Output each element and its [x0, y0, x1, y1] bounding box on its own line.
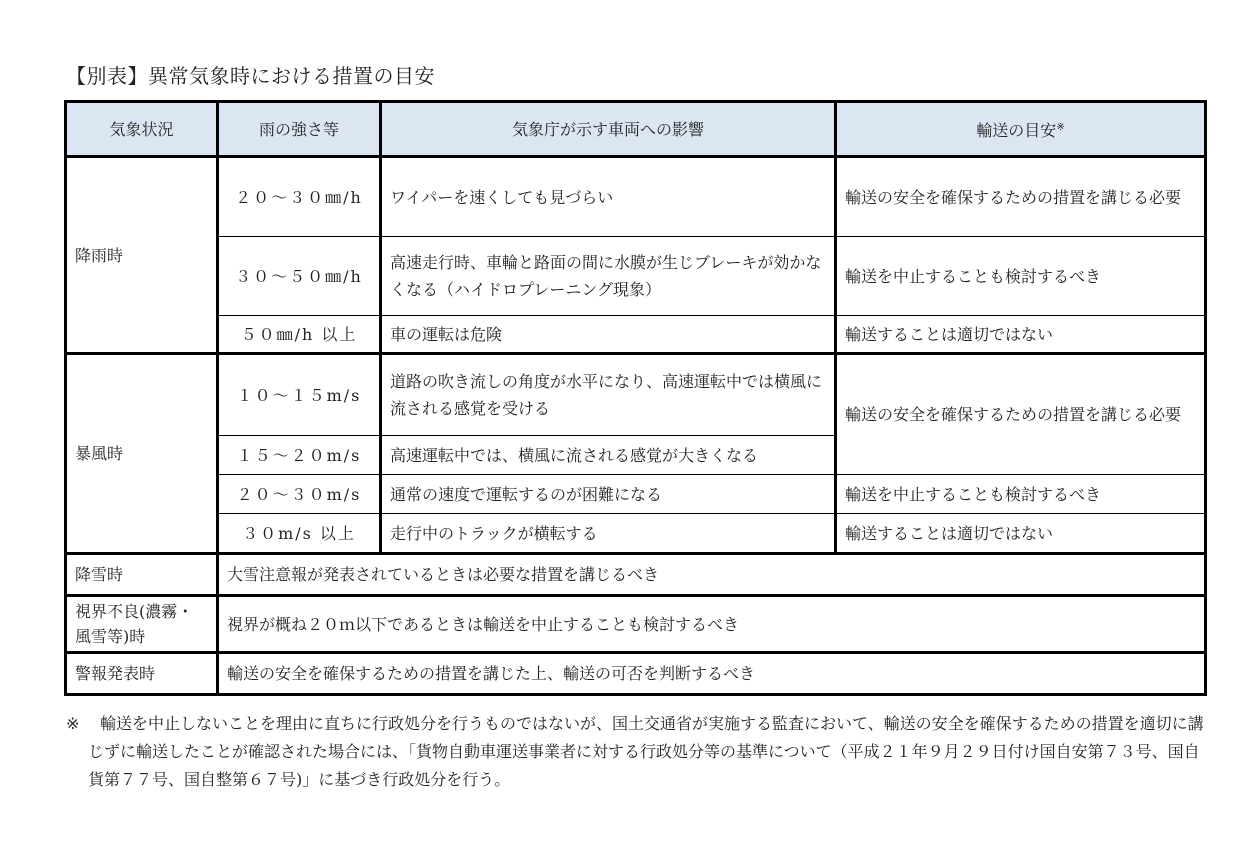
- visibility-guideline: 視界が概ね２０ｍ以下であるときは輸送を中止することも検討するべき: [218, 596, 1206, 653]
- table-row: [66, 514, 1206, 554]
- intensity-cell: ２０～３０㎜/h: [218, 157, 381, 237]
- alert-guideline: 輸送の安全を確保するための措置を講じた上、輸送の可否を判断するべき: [218, 653, 1206, 695]
- table-row: [66, 354, 1206, 436]
- footnote: [66, 710, 1206, 794]
- guideline-cell: 輸送することは適切ではない: [836, 514, 1206, 554]
- table-row: [66, 475, 1206, 514]
- header-guideline-label: 輸送の目安: [976, 121, 1057, 140]
- impact-cell: 道路の吹き流しの角度が水平になり、高速運転中では横風に流される感覚を受ける: [381, 354, 836, 436]
- intensity-cell: ５０㎜/h 以上: [218, 316, 381, 354]
- header-guideline: [836, 102, 1206, 157]
- header-intensity: 雨の強さ等: [218, 102, 381, 157]
- intensity-cell: ３０m/s 以上: [218, 514, 381, 554]
- condition-rain: 降雨時: [66, 157, 218, 354]
- table-row: [66, 157, 1206, 237]
- impact-cell: 高速走行時、車輪と路面の間に水膜が生じブレーキが効かなくなる（ハイドロプレーニング現象）: [381, 237, 836, 316]
- condition-snow: 降雪時: [66, 554, 218, 596]
- guideline-cell: 輸送することは適切ではない: [836, 316, 1206, 354]
- snow-guideline: 大雪注意報が発表されているときは必要な措置を講じるべき: [218, 554, 1206, 596]
- impact-cell: 通常の速度で運転するのが困難になる: [381, 475, 836, 514]
- condition-alert: 警報発表時: [66, 653, 218, 695]
- intensity-cell: １５～２０m/s: [218, 436, 381, 475]
- document-title: 【別表】異常気象時における措置の目安: [66, 64, 435, 88]
- intensity-cell: ２０～３０m/s: [218, 475, 381, 514]
- table-row: [66, 554, 1206, 596]
- header-row: [66, 102, 1206, 157]
- table-row: [66, 316, 1206, 354]
- impact-cell: ワイパーを速くしても見づらい: [381, 157, 836, 237]
- header-impact: 気象庁が示す車両への影響: [381, 102, 836, 157]
- intensity-cell: １０～１５m/s: [218, 354, 381, 436]
- impact-cell: 走行中のトラックが横転する: [381, 514, 836, 554]
- table-row: [66, 596, 1206, 653]
- table-row: [66, 653, 1206, 695]
- impact-cell: 高速運転中では、横風に流される感覚が大きくなる: [381, 436, 836, 475]
- table-row: [66, 237, 1206, 316]
- impact-cell: 車の運転は危険: [381, 316, 836, 354]
- condition-wind: 暴風時: [66, 354, 218, 554]
- header-condition: 気象状況: [66, 102, 218, 157]
- footnote-mark: ※: [66, 714, 80, 733]
- intensity-cell: ３０～５０㎜/h: [218, 237, 381, 316]
- weather-measures-table: [64, 100, 1207, 696]
- footnote-text: 輸送を中止しないことを理由に直ちに行政処分を行うものではないが、国土交通省が実施する監査において、輸送の安全を確保するための措置を適切に講じずに輸送したことが確認された場合には、「貨物自動車運送事業者に対する行政処分等の基準について（平成２１年９月２９日付け国自安第７３号、国自貨第７７号、国自整第６７号)」に基づき行政処分を行う。: [88, 714, 1204, 789]
- guideline-cell: 輸送の安全を確保するための措置を講じる必要: [836, 354, 1206, 475]
- asterisk-note-mark: ※: [1056, 122, 1065, 133]
- guideline-cell: 輸送を中止することも検討するべき: [836, 237, 1206, 316]
- guideline-cell: 輸送を中止することも検討するべき: [836, 475, 1206, 514]
- condition-visibility: 視界不良(濃霧・風雪等)時: [66, 596, 218, 653]
- guideline-cell: 輸送の安全を確保するための措置を講じる必要: [836, 157, 1206, 237]
